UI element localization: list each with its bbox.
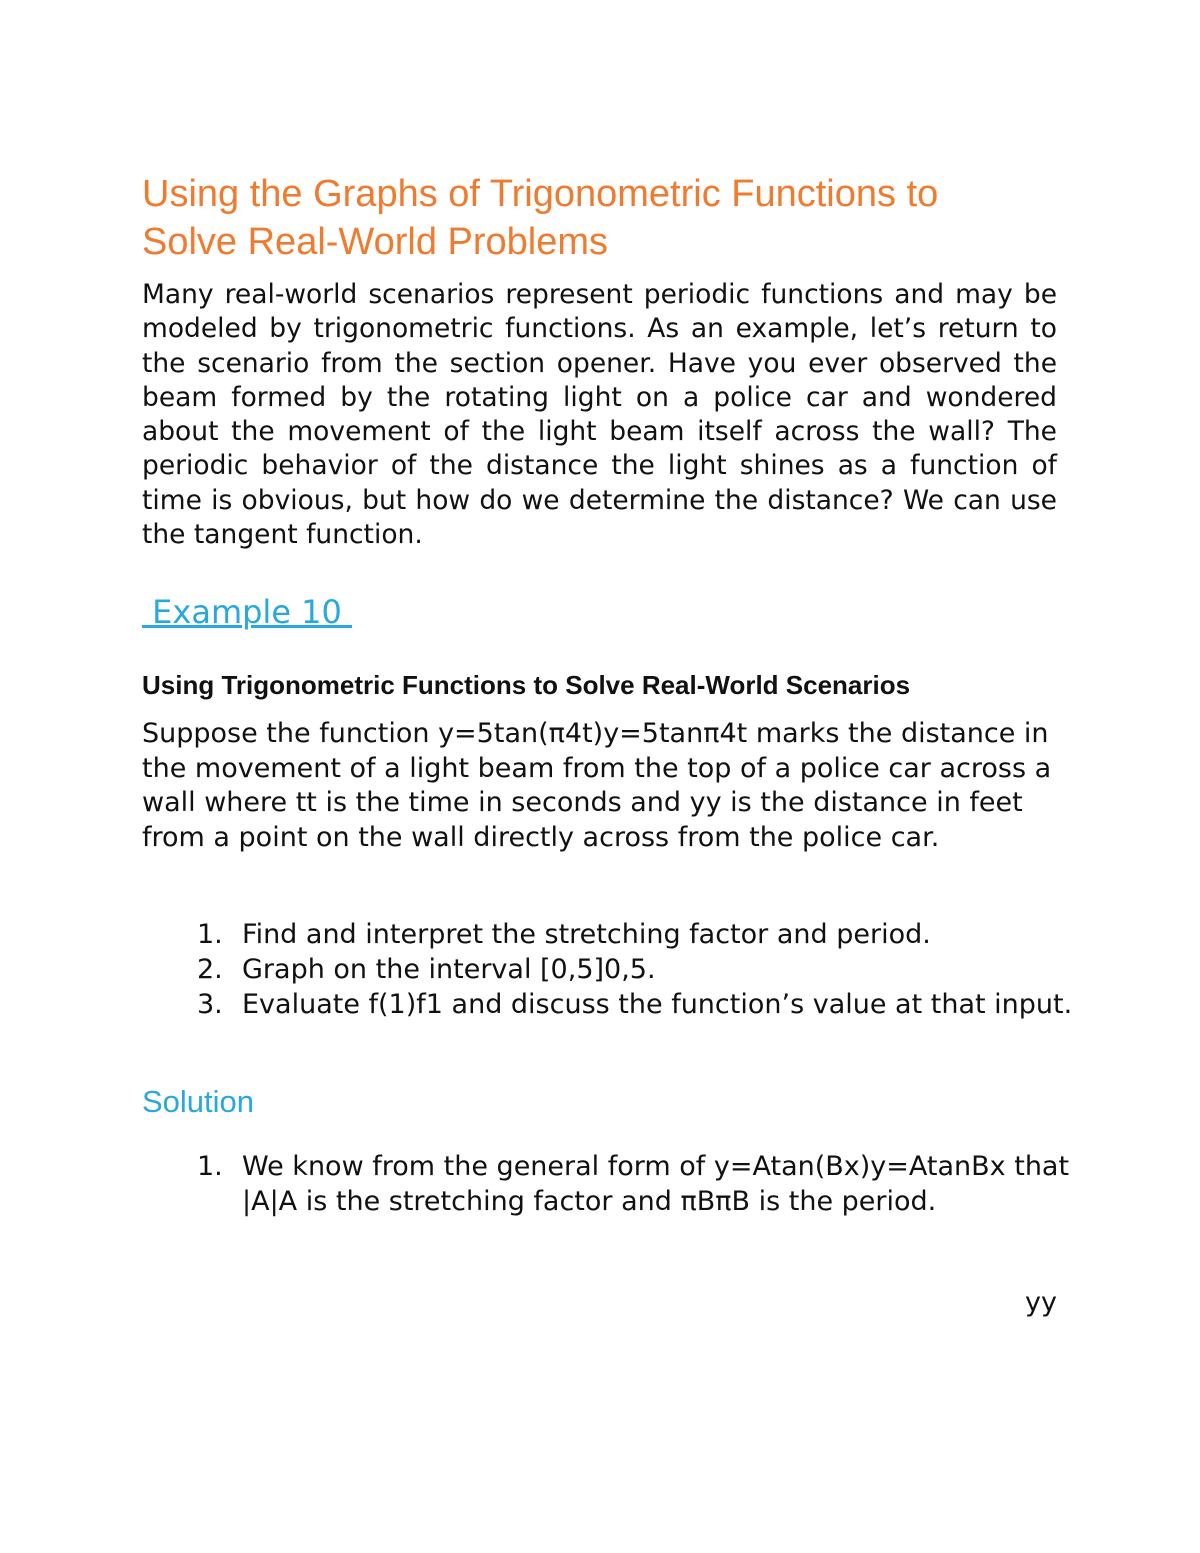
task-list [142, 917, 1082, 1022]
list-item-text: Graph on the interval [0,5]0,5. [242, 954, 656, 985]
list-item-text: Find and interpret the stretching factor and period. [242, 919, 931, 950]
list-item [142, 1149, 1082, 1219]
intro-paragraph: Many real-world scenarios represent periodic functions and may be modeled by trigonometric functions. As an example, let’s return to the scenario from the section opener. Have you ever observed the beam formed by the rotating light on a police car and wondered about the movement of the light beam itself across the wall? The periodic behavior of the distance the light shines as a function of time is obvious, but how do we determine the distance? We can use the tangent function. [142, 279, 1057, 551]
trailing-text: yy [1025, 1287, 1057, 1318]
example-link[interactable]: Example 10 [142, 593, 353, 631]
list-item [142, 952, 1082, 987]
list-item-text: We know from the general form of y=Atan(Bx)y=AtanBx that |A|A is the stretching factor and πBπB is the period. [242, 1151, 1070, 1217]
list-number: 3. [197, 989, 223, 1020]
page-title: Using the Graphs of Trigonometric Functions to Solve Real-World Problems [142, 173, 939, 263]
list-item-text: Evaluate f(1)f1 and discuss the function’s value at that input. [242, 989, 1073, 1020]
list-number: 2. [197, 954, 223, 985]
solution-list [142, 1149, 1082, 1219]
example-heading: Using Trigonometric Functions to Solve Real-World Scenarios [142, 670, 911, 700]
list-item [142, 917, 1082, 952]
solution-heading: Solution [142, 1084, 255, 1119]
list-number: 1. [197, 1151, 223, 1182]
list-item [142, 987, 1082, 1022]
problem-statement: Suppose the function y=5tan(π4t)y=5tanπ4t marks the distance in the movement of a light beam from the top of a police car across a wall where tt is the time in seconds and yy is the distance in feet from a point on the wall directly across from the police car. [142, 718, 1052, 853]
list-number: 1. [197, 919, 223, 950]
